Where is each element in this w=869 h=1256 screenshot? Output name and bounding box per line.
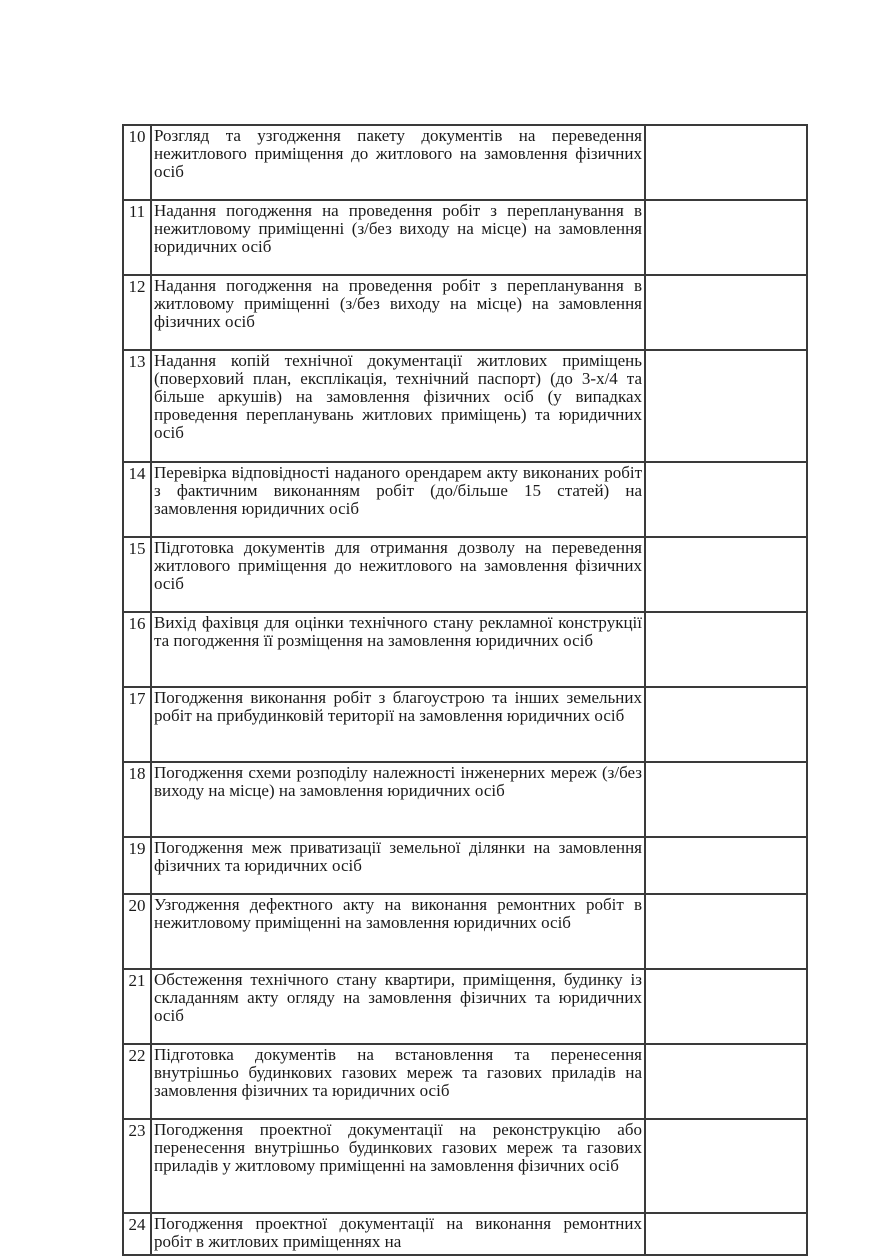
- row-description: Погодження проектної документації на реконструкцію або перенесення внутрішньо будинкових газових мереж та газових приладів у житловому приміщенні на замовлення фізичних осіб: [151, 1119, 645, 1213]
- table-row: [123, 687, 807, 762]
- row-value-cell: [645, 537, 807, 612]
- row-value-cell: [645, 125, 807, 200]
- table-row: [123, 200, 807, 275]
- row-number: 17: [123, 687, 151, 762]
- row-value-cell: [645, 1119, 807, 1213]
- row-description: Погодження меж приватизації земельної ділянки на замовлення фізичних та юридичних осіб: [151, 837, 645, 894]
- row-description: Надання копій технічної документації житлових приміщень (поверховий план, експлікація, технічний паспорт) (до 3-х/4 та більше аркушів) на замовлення фізичних осіб (у випадках проведення перепланувань житлових приміщень) та юридичних осіб: [151, 350, 645, 462]
- table-row: [123, 1044, 807, 1119]
- row-description: Розгляд та узгодження пакету документів на переведення нежитлового приміщення до житлового на замовлення фізичних осіб: [151, 125, 645, 200]
- row-number: 18: [123, 762, 151, 837]
- table-row: [123, 1213, 807, 1255]
- row-number: 12: [123, 275, 151, 350]
- table-row: [123, 350, 807, 462]
- row-description: Обстеження технічного стану квартири, приміщення, будинку із складанням акту огляду на замовлення фізичних та юридичних осіб: [151, 969, 645, 1044]
- row-number: 10: [123, 125, 151, 200]
- row-number: 14: [123, 462, 151, 537]
- row-description: Погодження схеми розподілу належності інженерних мереж (з/без виходу на місце) на замовлення юридичних осіб: [151, 762, 645, 837]
- row-description: [151, 1213, 645, 1255]
- row-value-cell: [645, 837, 807, 894]
- row-description-text: Погодження проектної документації на виконання ремонтних робіт в житлових приміщеннях на: [154, 1215, 642, 1251]
- row-value-cell: [645, 612, 807, 687]
- row-value-cell: [645, 762, 807, 837]
- table-row: [123, 462, 807, 537]
- row-number: 19: [123, 837, 151, 894]
- row-value-cell: [645, 687, 807, 762]
- row-value-cell: [645, 894, 807, 969]
- table-row: [123, 125, 807, 200]
- row-number: 16: [123, 612, 151, 687]
- row-number: 11: [123, 200, 151, 275]
- row-description: Підготовка документів на встановлення та перенесення внутрішньо будинкових газових мереж та газових приладів на замовлення фізичних та юридичних осіб: [151, 1044, 645, 1119]
- row-description: Перевірка відповідності наданого орендарем акту виконаних робіт з фактичним виконанням робіт (до/більше 15 статей) на замовлення юридичних осіб: [151, 462, 645, 537]
- row-number: 15: [123, 537, 151, 612]
- row-value-cell: [645, 969, 807, 1044]
- row-number: 23: [123, 1119, 151, 1213]
- row-number: 13: [123, 350, 151, 462]
- row-description: Надання погодження на проведення робіт з перепланування в житловому приміщенні (з/без виходу на місце) на замовлення фізичних осіб: [151, 275, 645, 350]
- services-table: [122, 124, 808, 1256]
- table-row: [123, 762, 807, 837]
- table-row: [123, 1119, 807, 1213]
- table-row: [123, 837, 807, 894]
- table-row: [123, 537, 807, 612]
- table-row: [123, 275, 807, 350]
- row-value-cell: [645, 200, 807, 275]
- row-value-cell: [645, 1213, 807, 1255]
- table-row: [123, 894, 807, 969]
- row-number: 22: [123, 1044, 151, 1119]
- row-value-cell: [645, 1044, 807, 1119]
- table-row: [123, 969, 807, 1044]
- row-number: 24: [123, 1213, 151, 1255]
- row-value-cell: [645, 275, 807, 350]
- row-number: 20: [123, 894, 151, 969]
- row-value-cell: [645, 350, 807, 462]
- row-description: Узгодження дефектного акту на виконання ремонтних робіт в нежитловому приміщенні на замовлення юридичних осіб: [151, 894, 645, 969]
- row-description: Підготовка документів для отримання дозволу на переведення житлового приміщення до нежитлового на замовлення фізичних осіб: [151, 537, 645, 612]
- row-description: Погодження виконання робіт з благоустрою та інших земельних робіт на прибудинковій території на замовлення юридичних осіб: [151, 687, 645, 762]
- row-description: Вихід фахівця для оцінки технічного стану рекламної конструкції та погодження її розміщення на замовлення юридичних осіб: [151, 612, 645, 687]
- table-row: [123, 612, 807, 687]
- row-number: 21: [123, 969, 151, 1044]
- row-value-cell: [645, 462, 807, 537]
- row-description: Надання погодження на проведення робіт з перепланування в нежитловому приміщенні (з/без виходу на місце) на замовлення юридичних осіб: [151, 200, 645, 275]
